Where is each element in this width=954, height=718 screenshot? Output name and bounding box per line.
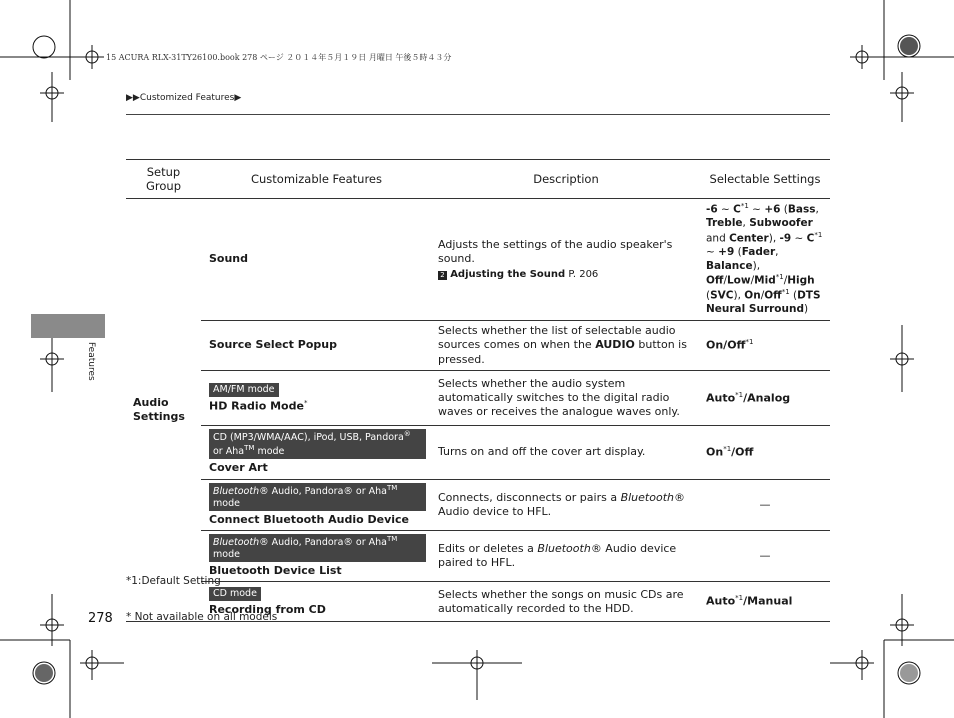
settings-cell: — [700, 531, 830, 582]
description-cell: Connects, disconnects or pairs a Bluetooth® Audio device to HFL. [432, 480, 700, 531]
feature-cell [201, 480, 432, 531]
table-row [126, 199, 830, 321]
table-header-row [126, 160, 830, 199]
feature-bluetooth-device-list: Bluetooth Device List [209, 564, 342, 578]
table-row [126, 321, 830, 371]
mode-tag: CD mode [209, 587, 261, 601]
settings-cell: On/Off$^{*1}$ [700, 321, 830, 371]
feature-cover-art: Cover Art [209, 461, 268, 475]
table-row [126, 531, 830, 582]
feature-connect-bluetooth: Connect Bluetooth Audio Device [209, 512, 409, 526]
feature-hd-radio-mode: HD Radio Mode [209, 399, 304, 413]
header-features: Customizable Features [201, 160, 432, 199]
breadcrumb-tail: ▶ [234, 93, 242, 103]
settings-cell: Auto$^{*1}$/Analog [700, 371, 830, 426]
description-cell: Selects whether the audio system automatically switches to the digital radio waves or receives the analogue waves only. [432, 371, 700, 426]
description-cell: Selects whether the list of selectable audio sources comes on when the AUDIO button is pressed. [432, 321, 700, 371]
page-number: 278 [88, 611, 113, 626]
header-setup-group: Setup Group [126, 160, 201, 199]
settings-cell: On$^{*1}$/Off [700, 426, 830, 480]
feature-cell [201, 426, 432, 480]
table-row [126, 480, 830, 531]
group-audio-settings: Audio Settings [126, 199, 201, 622]
breadcrumb-label[interactable]: Customized Features [139, 93, 235, 103]
page-reference[interactable]: 2 Adjusting the Sound P. 206 [438, 269, 598, 280]
feature-recording-from-cd: Recording from CD [209, 603, 326, 617]
feature-cell [201, 531, 432, 582]
feature-cell: AM/FM mode HD Radio Mode* [201, 371, 432, 426]
description-cell: Selects whether the songs on music CDs are automatically recorded to the HDD. [432, 582, 700, 622]
feature-source-select-popup: Source Select Popup [201, 321, 432, 371]
side-tab-label: Features [86, 342, 96, 381]
settings-cell: Auto$^{*1}$/Manual [700, 582, 830, 622]
mode-tag: Bluetooth® Audio, Pandora® or Aha™ mode [209, 483, 426, 511]
customize-table [126, 159, 830, 622]
mode-tag: CD (MP3/WMA/AAC), iPod, USB, Pandora® or Aha™ mode [209, 429, 426, 459]
description-cell: Edits or deletes a Bluetooth® Audio device paired to HFL. [432, 531, 700, 582]
settings-cell: — [700, 480, 830, 531]
header-description: Description [432, 160, 700, 199]
file-header: 15 ACURA RLX-31TY26100.book 278 ページ ２０１４年５月１９日 月曜日 午後５時４３分 [106, 53, 452, 62]
breadcrumb-arrows: ▶▶ [126, 93, 140, 103]
mode-tag: Bluetooth® Audio, Pandora® or Aha™ mode [209, 534, 426, 562]
table-row [126, 371, 830, 426]
feature-sound: Sound [201, 199, 432, 321]
breadcrumb[interactable] [126, 93, 241, 103]
table-row [126, 426, 830, 480]
side-tab[interactable] [31, 314, 105, 338]
footnote-default: *1:Default Setting [126, 575, 221, 587]
mode-tag: AM/FM mode [209, 383, 279, 397]
description-cell: Adjusts the settings of the audio speaker's sound. 2 Adjusting the Sound P. 206 [432, 199, 700, 321]
reference-icon: 2 [438, 271, 447, 280]
settings-cell: -6 ~ $C^{*1}$ ~ +6 (Bass, Treble, Subwoofer and Center), -9 ~ $C^{*1}$ ~ +9 (Fader, Balance), Off/Low/Mid$^{*1}$/High (SVC), On/Off$^{*1}$ (DTS Neural Surround) [700, 199, 830, 321]
top-rule [126, 114, 830, 115]
footnote-models: * Not available on all models [126, 611, 278, 623]
description-cell: Turns on and off the cover art display. [432, 426, 700, 480]
header-settings: Selectable Settings [700, 160, 830, 199]
